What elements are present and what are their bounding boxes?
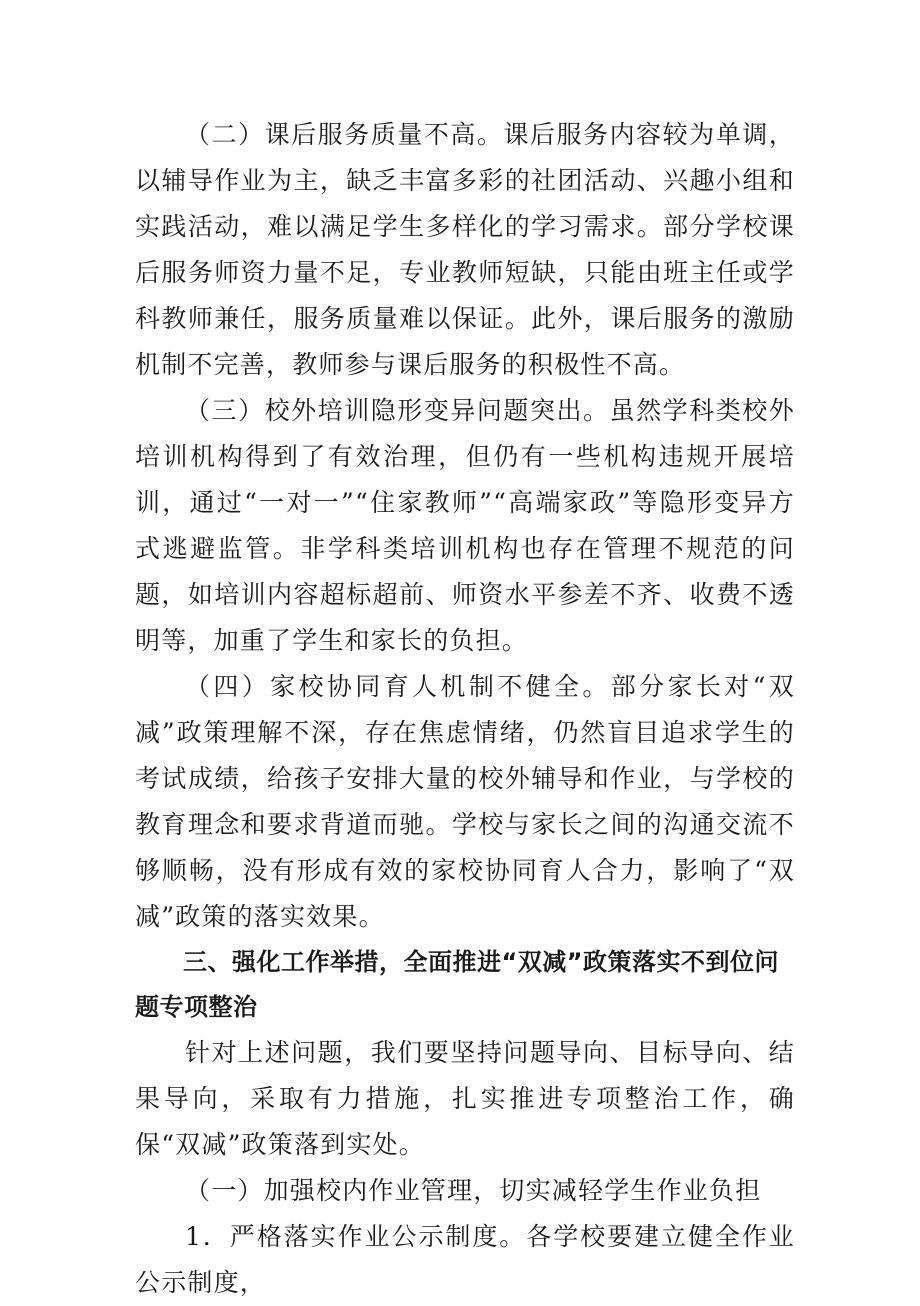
paragraph-section-intro: 针对上述问题，我们要坚持问题导向、目标导向、结果导向，采取有力措施，扎实推进专项整治工作，确保“双减”政策落到实处。 (135, 1038, 795, 1159)
paragraph-item-one: 1．严格落实作业公示制度。各学校要建立健全作业公示制度， (135, 1222, 795, 1297)
document-body (135, 112, 795, 1306)
paragraph-after-school-service: （二）课后服务质量不高。课后服务内容较为单调，以辅导作业为主，缺乏丰富多彩的社团活动、兴趣小组和实践活动，难以满足学生多样化的学习需求。部分学校课后服务师资力量不足，专业教师短缺，只能由班主任或学科教师兼任，服务质量难以保证。此外，课后服务的激励机制不完善，教师参与课后服务的积极性不高。 (135, 120, 795, 379)
paragraph-off-campus-training: （三）校外培训隐形变异问题突出。虽然学科类校外培训机构得到了有效治理，但仍有一些机构违规开展培训，通过“一对一”“住家教师”“高端家政”等隐形变异方式逃避监管。非学科类培训机构也存在管理不规范的问题，如培训内容超标超前、师资水平参差不齐、收费不透明等，加重了学生和家长的负担。 (135, 396, 795, 655)
subheading-homework-management: （一）加强校内作业管理，切实减轻学生作业负担 (185, 1176, 762, 1205)
paragraph-home-school-collaboration: （四）家校协同育人机制不健全。部分家长对“双减”政策理解不深，存在焦虑情绪，仍然盲目追求学生的考试成绩，给孩子安排大量的校外辅导和作业，与学校的教育理念和要求背道而驰。学校与家长之间的沟通交流不够顺畅，没有形成有效的家校协同育人合力，影响了“双减”政策的落实效果。 (135, 672, 795, 931)
section-heading-three: 三、强化工作举措，全面推进“双减”政策落实不到位问题专项整治 (135, 948, 780, 1021)
